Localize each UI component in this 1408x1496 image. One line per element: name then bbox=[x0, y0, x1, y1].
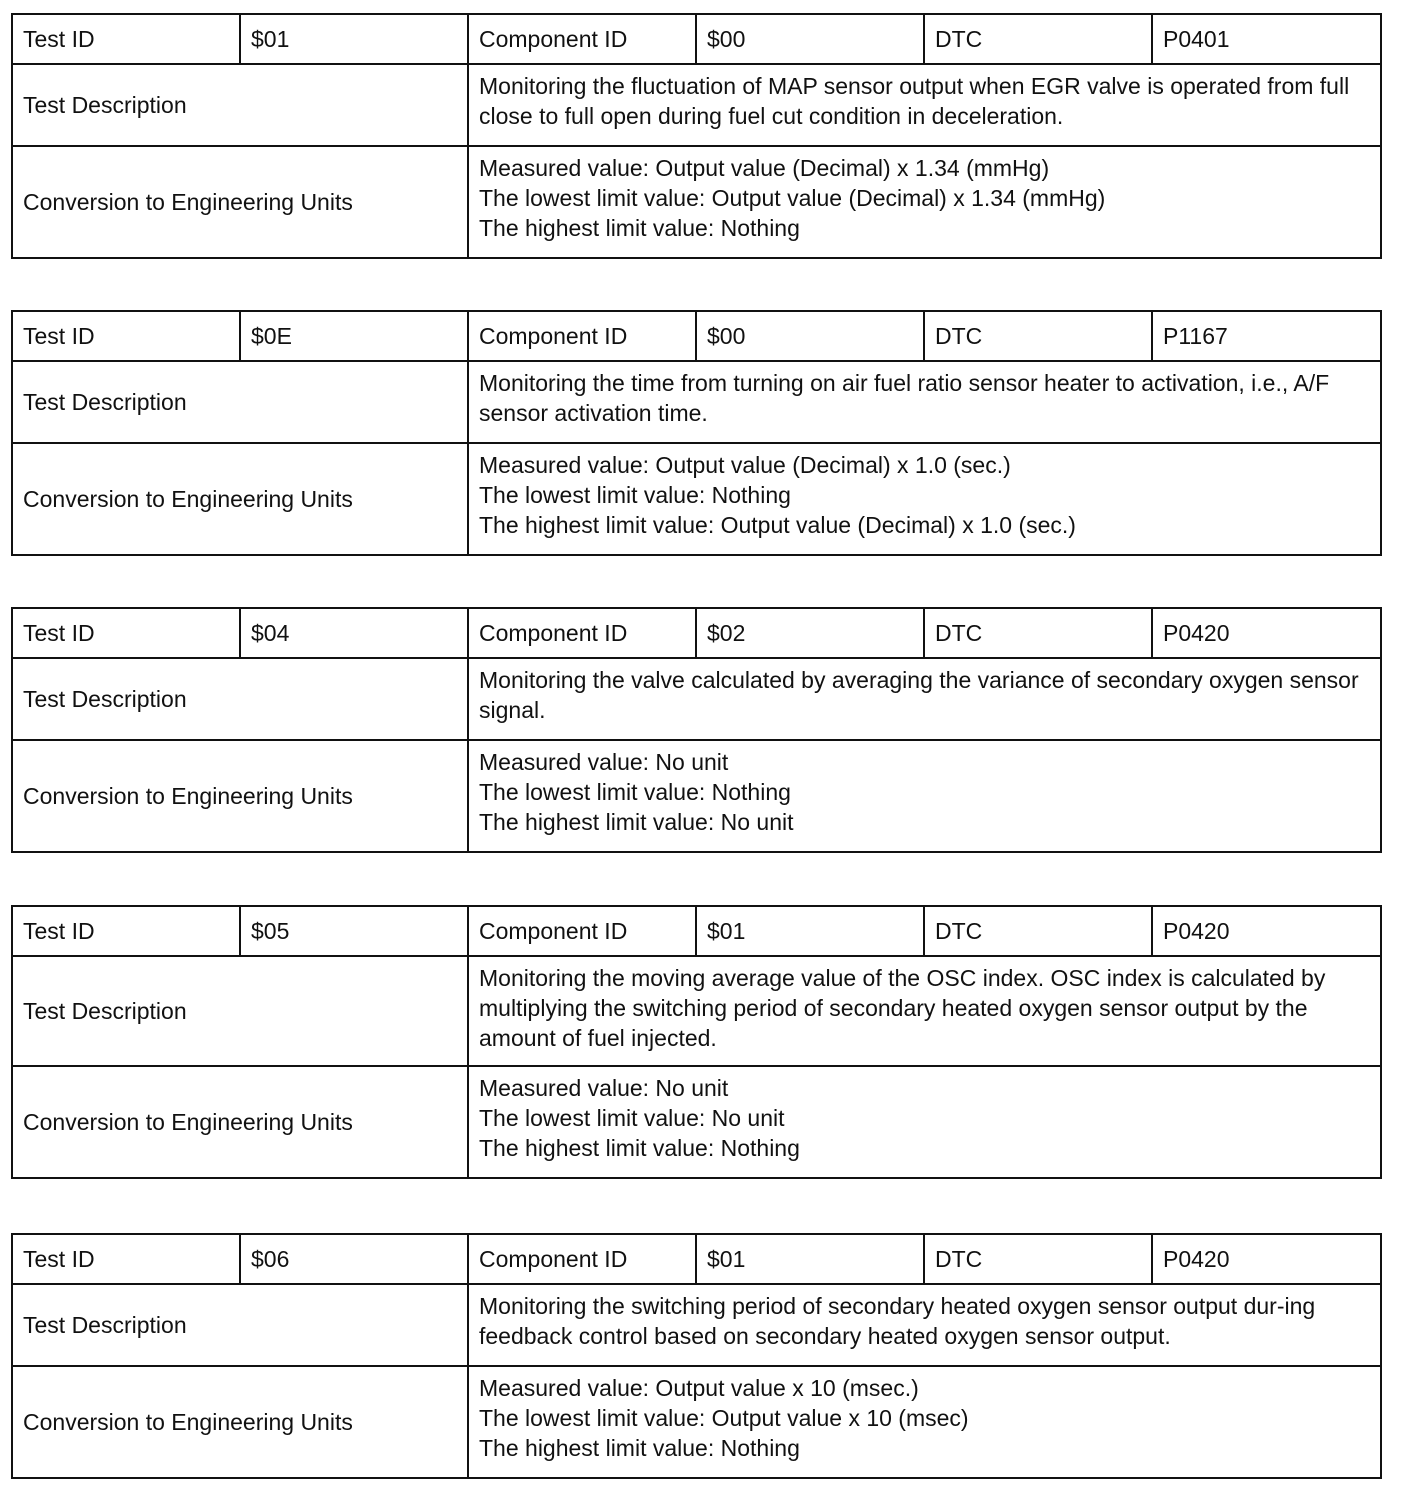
lowest-limit-line: The lowest limit value: Output value (Decimal) x 1.34 (mmHg) bbox=[479, 185, 1106, 211]
test-id-label: Test ID bbox=[12, 608, 240, 658]
test-description-text: Monitoring the time from turning on air fuel ratio sensor heater to activation, i.e., A/F sensor activation time. bbox=[468, 361, 1381, 443]
test-table-5 bbox=[11, 1233, 1382, 1479]
test-table-4 bbox=[11, 905, 1382, 1179]
dtc-label: DTC bbox=[924, 608, 1152, 658]
dtc-value: P0420 bbox=[1152, 608, 1381, 658]
dtc-label: DTC bbox=[924, 906, 1152, 956]
conversion-row bbox=[12, 443, 1381, 555]
test-id-value: $05 bbox=[240, 906, 468, 956]
test-id-label: Test ID bbox=[12, 1234, 240, 1284]
test-id-label: Test ID bbox=[12, 906, 240, 956]
component-id-value: $02 bbox=[696, 608, 924, 658]
description-row bbox=[12, 956, 1381, 1066]
conversion-label: Conversion to Engineering Units bbox=[12, 1366, 468, 1478]
test-description-text: Monitoring the valve calculated by averaging the variance of secondary oxygen sensor signal. bbox=[468, 658, 1381, 740]
conversion-row bbox=[12, 1066, 1381, 1178]
highest-limit-line: The highest limit value: No unit bbox=[479, 809, 794, 835]
conversion-row bbox=[12, 1366, 1381, 1478]
component-id-label: Component ID bbox=[468, 906, 696, 956]
dtc-value: P0420 bbox=[1152, 1234, 1381, 1284]
test-table-2 bbox=[11, 310, 1382, 556]
header-row bbox=[12, 1234, 1381, 1284]
lowest-limit-line: The lowest limit value: Output value x 10 (msec) bbox=[479, 1405, 969, 1431]
test-description-label: Test Description bbox=[12, 1284, 468, 1366]
conversion-text bbox=[468, 740, 1381, 852]
dtc-value: P0420 bbox=[1152, 906, 1381, 956]
highest-limit-line: The highest limit value: Nothing bbox=[479, 1135, 800, 1161]
description-row bbox=[12, 1284, 1381, 1366]
description-row bbox=[12, 361, 1381, 443]
highest-limit-line: The highest limit value: Nothing bbox=[479, 215, 800, 241]
test-id-value: $04 bbox=[240, 608, 468, 658]
component-id-value: $01 bbox=[696, 906, 924, 956]
highest-limit-line: The highest limit value: Output value (Decimal) x 1.0 (sec.) bbox=[479, 512, 1076, 538]
conversion-row bbox=[12, 740, 1381, 852]
component-id-value: $00 bbox=[696, 14, 924, 64]
conversion-text bbox=[468, 1066, 1381, 1178]
header-row bbox=[12, 906, 1381, 956]
highest-limit-line: The highest limit value: Nothing bbox=[479, 1435, 800, 1461]
test-description-text: Monitoring the switching period of secondary heated oxygen sensor output dur-ing feedback control based on secondary heated oxygen sensor output. bbox=[468, 1284, 1381, 1366]
measured-value-line: Measured value: Output value (Decimal) x 1.34 (mmHg) bbox=[479, 155, 1050, 181]
test-table-1 bbox=[11, 13, 1382, 259]
test-id-value: $01 bbox=[240, 14, 468, 64]
dtc-label: DTC bbox=[924, 311, 1152, 361]
conversion-row bbox=[12, 146, 1381, 258]
conversion-text bbox=[468, 443, 1381, 555]
component-id-value: $01 bbox=[696, 1234, 924, 1284]
description-row bbox=[12, 658, 1381, 740]
conversion-label: Conversion to Engineering Units bbox=[12, 740, 468, 852]
lowest-limit-line: The lowest limit value: No unit bbox=[479, 1105, 785, 1131]
header-row bbox=[12, 14, 1381, 64]
test-table-3 bbox=[11, 607, 1382, 853]
component-id-label: Component ID bbox=[468, 311, 696, 361]
component-id-label: Component ID bbox=[468, 1234, 696, 1284]
test-id-value: $06 bbox=[240, 1234, 468, 1284]
test-description-label: Test Description bbox=[12, 658, 468, 740]
measured-value-line: Measured value: No unit bbox=[479, 749, 729, 775]
test-description-label: Test Description bbox=[12, 956, 468, 1066]
measured-value-line: Measured value: Output value x 10 (msec.) bbox=[479, 1375, 919, 1401]
description-row bbox=[12, 64, 1381, 146]
header-row bbox=[12, 311, 1381, 361]
conversion-label: Conversion to Engineering Units bbox=[12, 443, 468, 555]
test-description-text: Monitoring the moving average value of the OSC index. OSC index is calculated by multiplying the switching period of secondary heated oxygen sensor output by the amount of fuel injected. bbox=[468, 956, 1381, 1066]
conversion-label: Conversion to Engineering Units bbox=[12, 1066, 468, 1178]
test-id-label: Test ID bbox=[12, 14, 240, 64]
test-id-label: Test ID bbox=[12, 311, 240, 361]
conversion-label: Conversion to Engineering Units bbox=[12, 146, 468, 258]
test-description-text: Monitoring the fluctuation of MAP sensor output when EGR valve is operated from full close to full open during fuel cut condition in deceleration. bbox=[468, 64, 1381, 146]
test-description-label: Test Description bbox=[12, 361, 468, 443]
component-id-value: $00 bbox=[696, 311, 924, 361]
conversion-text bbox=[468, 1366, 1381, 1478]
component-id-label: Component ID bbox=[468, 14, 696, 64]
dtc-value: P1167 bbox=[1152, 311, 1381, 361]
dtc-label: DTC bbox=[924, 1234, 1152, 1284]
header-row bbox=[12, 608, 1381, 658]
lowest-limit-line: The lowest limit value: Nothing bbox=[479, 779, 791, 805]
dtc-label: DTC bbox=[924, 14, 1152, 64]
component-id-label: Component ID bbox=[468, 608, 696, 658]
test-id-value: $0E bbox=[240, 311, 468, 361]
lowest-limit-line: The lowest limit value: Nothing bbox=[479, 482, 791, 508]
measured-value-line: Measured value: Output value (Decimal) x 1.0 (sec.) bbox=[479, 452, 1011, 478]
dtc-value: P0401 bbox=[1152, 14, 1381, 64]
measured-value-line: Measured value: No unit bbox=[479, 1075, 729, 1101]
test-description-label: Test Description bbox=[12, 64, 468, 146]
conversion-text bbox=[468, 146, 1381, 258]
